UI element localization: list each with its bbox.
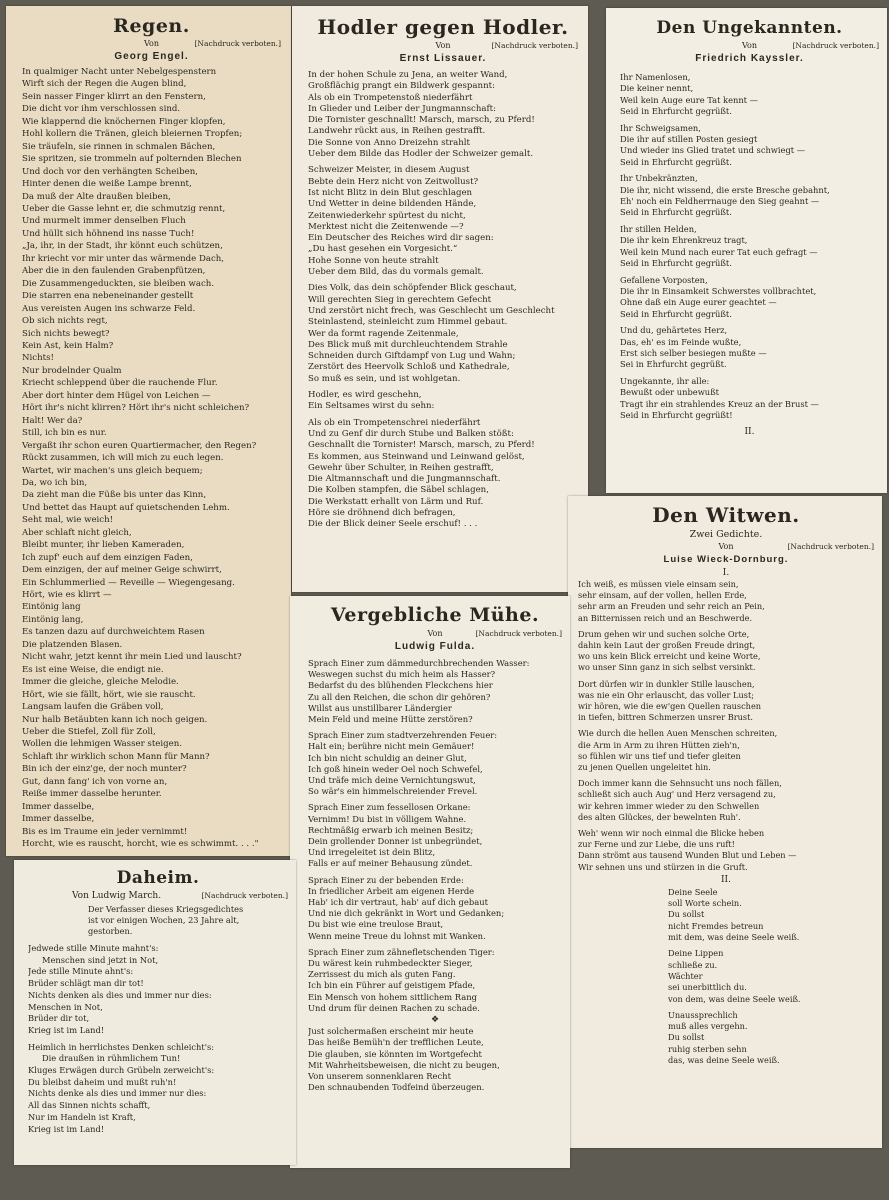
poem-line: muß alles vergehn.: [668, 1021, 748, 1032]
poem-line: Und du, gehärtetes Herz,: [620, 325, 728, 336]
poem-line: Wir sehnen uns und stürzen in die Gruft.: [578, 861, 748, 872]
poem-line: Hab' ich dir vertraut, hab' auf dich gebaut: [308, 897, 488, 908]
poem-line: Reiße immer dasselbe herunter.: [22, 789, 162, 800]
subtitle-witwen: Zwei Gedichte.: [689, 529, 763, 540]
poem-line: Die ihr auf stillen Posten gesiegt: [620, 134, 758, 145]
poem-line: So wär's ein himmelschreiender Frevel.: [308, 786, 478, 797]
poem-line: Wartet, wir machen's uns gleich bequem;: [22, 465, 203, 476]
poem-line: Ungekannte, ihr alle:: [620, 375, 710, 386]
poem-line: Zeitenwiederkehr spürtest du nicht,: [308, 210, 466, 221]
poem-line: Zu all den Reichen, die schon dir gehören?: [308, 691, 491, 702]
poem-line: Ihr Namenlosen,: [620, 72, 691, 82]
poem-line: Es tanzen dazu auf durchweichtem Rasen: [22, 627, 205, 638]
poem-line: Mein Feld und meine Hütte zerstören?: [308, 714, 473, 725]
poem-line: Aber die in den faulenden Grabenpfützen,: [22, 266, 206, 277]
nachdruck-muehe: [Nachdruck verboten.]: [475, 629, 562, 638]
poem-line: Dem einzigen, der auf meiner Geige schwirrt,: [22, 565, 222, 576]
poem-line: Gewehr über Schulter, in Reihen gestrafft,: [308, 462, 494, 473]
poem-line: Wenn meine Treue du lohnst mit Wanken.: [308, 930, 486, 941]
poem-line: In qualmiger Nacht unter Nebelgespenstern: [22, 67, 217, 77]
poem-line: Wer da formt ragende Zeitenmale,: [308, 328, 459, 339]
poem-line: „Ja, ihr, in der Stadt, ihr könnt euch schützen,: [22, 241, 223, 252]
poem-line: Horcht, wie es rauscht, horcht, wie es schwimmt. . . .": [22, 839, 259, 850]
poem-line: Langsam laufen die Gräben voll,: [22, 702, 164, 713]
nachdruck-regen: [Nachdruck verboten.]: [194, 39, 281, 48]
poem-line: schließt sich auch Aug' und Herz versagend zu,: [578, 789, 776, 800]
poem-line: Steinlastend, steinleicht zum Himmel gebaut.: [308, 317, 508, 328]
poem-line: nicht Fremdes betreun: [668, 920, 764, 931]
poem-line: Immer dasselbe,: [22, 814, 95, 825]
poem-line: Drum gehen wir und suchen solche Orte,: [578, 628, 750, 639]
poem-line: von dem, was deine Seele weiß.: [668, 993, 801, 1004]
poem-line: Nur im Handeln ist Kraft,: [28, 1111, 136, 1122]
poem-ungekannten: [620, 72, 879, 421]
clipping-hodler: [292, 6, 588, 592]
poem-line: sei unerbittlich du.: [668, 982, 747, 993]
poem-line: Eintönig lang,: [22, 614, 84, 625]
poem-line: schließe zu.: [668, 959, 718, 970]
poem-line: Hodler, es wird geschehn,: [308, 390, 422, 401]
poem-line: Ueber die Stiefel, Zoll für Zoll,: [22, 727, 156, 738]
poem-line: Hohe Sonne von heute strahlt: [308, 255, 439, 266]
poem-witwen-2: [668, 887, 874, 1066]
poem-line: Hinter denen die weiße Lampe brennt,: [22, 179, 192, 190]
poem-line: Die Sonne von Anno Dreizehn strahlt: [308, 137, 470, 148]
poem-line: Ein Seltsames wirst du sehn:: [308, 401, 435, 412]
poem-line: Weil kein Auge eure Tat kennt —: [620, 94, 758, 105]
poem-line: Kriecht schleppend über die rauchende Flur.: [22, 378, 218, 389]
poem-line: Du wärest kein ruhmbedeckter Sieger,: [308, 958, 473, 969]
title-vergebliche-muehe: Vergebliche Mühe.: [330, 604, 540, 626]
poem-witwen-1: [578, 579, 874, 873]
poem-line: Just solchermaßen erscheint mir heute: [308, 1026, 474, 1037]
nachdruck-hodler: [Nachdruck verboten.]: [491, 41, 578, 50]
poem-line: Da, wo ich bin,: [22, 477, 88, 488]
poem-line: Still, ich bin es nur.: [22, 428, 107, 439]
poem-line: Dann strömt aus tausend Wunden Blut und Leben —: [578, 850, 797, 861]
author-ungekannten: Friedrich Kayssler.: [695, 53, 804, 64]
poem-line: Ich zupf' euch auf dem einzigen Faden,: [22, 552, 193, 563]
poem-line: Nichts!: [22, 353, 54, 364]
author-regen: Georg Engel.: [114, 51, 189, 62]
poem-line: Von unserem sonnenklaren Recht: [308, 1070, 451, 1081]
poem-line: Die starren ena nebeneinander gestellt: [22, 291, 194, 302]
poem-line: Du bleibst daheim und mußt ruh'n!: [28, 1076, 177, 1087]
nachdruck-ungekannten: [Nachdruck verboten.]: [792, 41, 879, 50]
poem-line: wo uns kein Blick erreicht und keine Worte,: [578, 651, 761, 662]
poem-line: Unaussprechlich: [668, 1009, 738, 1020]
poem-line: Brüder schlägt man dir tot!: [28, 978, 144, 989]
von-ungekannten: Von: [741, 41, 757, 50]
poem-line: Gefallene Vorposten,: [620, 274, 708, 285]
poem-line: Die Werkstatt erhallt von Lärm und Ruf.: [308, 496, 484, 507]
author-muehe: Ludwig Fulda.: [394, 641, 476, 652]
poem-line: Rückt zusammen, ich will mich zu euch legen.: [22, 453, 224, 464]
poem-line: Ob sich nichts regt,: [22, 316, 108, 327]
poem-line: Hört ihr's nicht klirren? Hört ihr's nicht schleichen?: [22, 403, 250, 414]
poem-line: Kluges Erwägen durch Grübeln zerweicht's:: [28, 1065, 215, 1076]
poem-line: wir hören, wie die ew'gen Quellen rauschen: [578, 701, 762, 712]
poem-line: Ueber dem Bild, das du vormals gemalt.: [308, 267, 484, 278]
poem-line: Die Kolben stampfen, die Säbel schlagen,: [308, 485, 489, 496]
poem-line: Ein Deutscher des Reiches wird dir sagen:: [308, 233, 494, 244]
poem-line: Die glauben, sie könnten im Wortgefecht: [308, 1048, 482, 1059]
poem-line: an Bitternissen reich und an Beschwerde.: [578, 612, 753, 623]
poem-line: Krieg ist im Land!: [28, 1123, 105, 1134]
poem-line: In friedlicher Arbeit am eigenen Herde: [308, 885, 475, 896]
poem-line: Sprach Einer zum stadtverzehrenden Feuer:: [308, 730, 498, 741]
poem-line: Wie klappernd die knöchernen Finger klopfen,: [22, 116, 226, 127]
poem-line: Seid in Ehrfurcht gegrüßt.: [620, 308, 732, 319]
poem-line: Du sollst: [668, 1032, 705, 1043]
poem-line: Deine Seele: [668, 886, 718, 897]
poem-line: Hört, wie sie fällt, hört, wie sie rauscht.: [22, 689, 196, 700]
poem-line: was nie ein Ohr erlauscht, das voller Lust;: [578, 689, 755, 700]
poem-line: Die platzenden Blasen.: [22, 639, 123, 650]
poem-line: Es kommen, aus Steinwand und Leinwand gelöst,: [308, 451, 525, 462]
poem-line: Falls er auf meiner Behausung zündet.: [308, 858, 473, 869]
poem-line: Und hüllt sich höhnend ins nasse Tuch!: [22, 228, 195, 239]
poem-line: Den schnaubenden Todfeind überzeugen.: [308, 1082, 485, 1093]
poem-line: Mit Wahrheitsbeweisen, die nicht zu beugen,: [308, 1059, 500, 1070]
poem-line: Immer dasselbe,: [22, 801, 95, 812]
poem-line: Ich weiß, es müssen viele einsam sein,: [578, 579, 739, 589]
clipping-regen: [6, 6, 291, 856]
poem-line: Seid in Ehrfurcht gegrüßt.: [620, 106, 732, 117]
poem-line: Die ihr, nicht wissend, die erste Bresche gebahnt,: [620, 184, 830, 195]
poem-line: Bebte dein Herz nicht von Zeitwollust?: [308, 176, 479, 187]
title-witwen: Den Witwen.: [652, 503, 800, 527]
poem-line: Und träfe mich deine Vernichtungswut,: [308, 775, 476, 786]
poem-hodler: [308, 70, 578, 531]
poem-line: Menschen sind jetzt in Not,: [42, 954, 159, 965]
von-regen: Von: [143, 39, 159, 48]
poem-line: Und zu Genf dir durch Stube und Balken stößt:: [308, 428, 514, 439]
poem-line: Nicht wahr, jetzt kennt ihr mein Lied und lauscht?: [22, 652, 242, 663]
ornament-star: ❖: [430, 1015, 440, 1026]
poem-line: So muß es sein, und ist wohlgetan.: [308, 373, 461, 384]
von-muehe: Von: [427, 629, 443, 638]
poem-line: Bewußt oder unbewußt: [620, 387, 720, 398]
poem-line: Als ob ein Trompetenschrei niederfährt: [308, 417, 481, 428]
poem-line: Doch immer kann die Sehnsucht uns noch fällen,: [578, 778, 782, 789]
poem-line: Dies Volk, das dein schöpfender Blick geschaut,: [308, 283, 517, 294]
poem-line: Seht mal, wie weich!: [22, 515, 114, 526]
poem-line: Aber schlaft nicht gleich,: [22, 527, 132, 538]
poem-line: Da muß der Alte draußen bleiben,: [22, 191, 171, 202]
poem-line: Halt! Wer da?: [22, 415, 83, 426]
poem-line: Erst sich selber besiegen mußte —: [620, 347, 767, 358]
poem-line: das, was deine Seele weiß.: [668, 1055, 780, 1066]
poem-line: „Du hast gesehen ein Vorgesicht.“: [308, 244, 458, 255]
poem-line: mit dem, was deine Seele weiß.: [668, 932, 800, 943]
clipping-daheim: [14, 860, 296, 1165]
poem-line: dahin kein Laut der großen Freude dringt,: [578, 640, 756, 651]
poem-line: Ein Mensch von hohem sittlichem Rang: [308, 991, 477, 1002]
poem-line: Großflächig prangt ein Bildwerk gespannt:: [308, 81, 495, 92]
poem-line: Nichts denken als dies und immer nur dies:: [28, 989, 212, 1000]
poem-line: Sprach Einer zum fessellosen Orkane:: [308, 802, 471, 813]
poem-line: Und doch vor den verhängten Scheiben,: [22, 166, 198, 177]
poem-line: Da zieht man die Füße bis unter das Kinn,: [22, 490, 207, 501]
poem-line: Ein Schlummerlied — Reveille — Wiegengesang.: [22, 577, 235, 588]
poem-line: Das heiße Bemüh'n der trefflichen Leute,: [308, 1037, 484, 1048]
poem-line: Sie spritzen, sie trommeln auf polternden Blechen: [22, 154, 242, 165]
poem-line: zu jenen Quellen ungeleitet hin.: [578, 762, 711, 773]
title-hodler: Hodler gegen Hodler.: [317, 15, 569, 39]
poem-line: Die dicht vor ihm verschlossen sind.: [22, 104, 181, 115]
author-hodler: Ernst Lissauer.: [399, 53, 487, 64]
poem-line: Des Blick muß mit durchleuchtendem Strahle: [308, 339, 508, 350]
poem-line: Die der Blick deiner Seele erschuf! . . .: [308, 519, 478, 530]
poem-line: wir kehren immer wieder zu den Schwellen: [578, 800, 760, 811]
poem-line: Halt ein; berühre nicht mein Gemäuer!: [308, 741, 475, 752]
poem-line: Heimlich in herrlichstes Denken schleicht's:: [28, 1041, 215, 1052]
von-witwen: Von: [718, 542, 734, 551]
author-witwen: Luise Wieck-Dornburg.: [663, 554, 789, 565]
poem-line: sehr einsam, auf der vollen, hellen Erde,: [578, 590, 747, 601]
poem-line: Dort dürfen wir in dunkler Stille lauschen,: [578, 678, 755, 689]
poem-line: Aus vereisten Augen ins schwarze Feld.: [22, 303, 196, 314]
note-daheim: Der Verfasser dieses Kriegsgedichtes ist vor einigen Wochen, 23 Jahre alt, gestorben.: [88, 904, 244, 936]
poem-line: Wirft sich der Regen die Augen blind,: [22, 79, 187, 90]
poem-line: Ueber die Gasse lehnt er, die schmutzig rennt,: [22, 203, 226, 214]
poem-line: Jede stille Minute ahnt's:: [28, 966, 134, 977]
poem-line: sehr arm an Freuden und sehr reich an Pein,: [578, 601, 765, 612]
poem-line: Weswegen suchst du mich heim als Hasser?: [308, 669, 496, 680]
poem-line: Sprach Einer zum dämmedurchbrechenden Wasser:: [308, 658, 530, 668]
poem-line: Wächter: [668, 970, 703, 981]
poem-line: Höre sie dröhnend dich befragen,: [308, 507, 456, 518]
poem-line: Ich goß hinein weder Oel noch Schwefel,: [308, 763, 483, 774]
poem-muehe-ending: [308, 1026, 562, 1093]
poem-line: zur Ferne und zur Liebe, die uns ruft!: [578, 839, 735, 850]
poem-line: Du bist wie eine treulose Braut,: [308, 919, 444, 930]
poem-line: Sein nasser Finger klirrt an den Fenstern,: [22, 91, 206, 102]
poem-line: Schweizer Meister, in diesem August: [308, 165, 470, 176]
poem-line: Sprach Einer zu der bebenden Erde:: [308, 874, 464, 885]
nachdruck-witwen: [Nachdruck verboten.]: [787, 542, 874, 551]
part-i: I.: [722, 568, 730, 578]
von-hodler: Von: [435, 41, 451, 50]
poem-line: Immer die gleiche, gleiche Melodie.: [22, 677, 179, 688]
poem-line: Als ob ein Trompetenstoß niederfährt: [308, 92, 473, 103]
poem-line: Die keiner nennt,: [620, 83, 694, 94]
poem-line: Nur brodelnder Qualm: [22, 365, 122, 376]
poem-line: Wie durch die hellen Auen Menschen schreiten,: [578, 728, 778, 739]
poem-line: Ohne daß ein Auge eurer geachtet —: [620, 297, 777, 308]
poem-line: Will gerechten Sieg in gerechtem Gefecht: [308, 294, 492, 305]
clipping-witwen: [568, 496, 882, 1148]
title-ungekannten: Den Ungekannten.: [656, 18, 843, 38]
poem-line: Die Zusammengeduckten, sie bleiben wach.: [22, 278, 215, 289]
title-regen: Regen.: [113, 15, 190, 37]
poem-line: Die Tornister geschnallt! Marsch, marsch, zu Pferd!: [308, 115, 535, 126]
poem-line: Die Altmannschaft und die Jungmannschaft.: [308, 474, 501, 485]
poem-line: Eh' noch ein Feldherrnauge den Sieg geahnt —: [620, 196, 820, 207]
poem-line: Ihr Unbekränzten,: [620, 173, 698, 184]
part-ii: II.: [721, 874, 731, 885]
poem-line: All das Sinnen nichts schafft,: [28, 1100, 151, 1111]
poem-line: Vergaßt ihr schon euren Quartiermacher, den Regen?: [22, 440, 257, 451]
poem-line: Seid in Ehrfurcht gegrüßt.: [620, 258, 732, 269]
poem-line: Sprach Einer zum zähnefletschenden Tiger:: [308, 946, 495, 957]
poem-line: Und zerstört nicht frech, was Geschlecht um Geschlecht: [308, 305, 555, 316]
poem-line: Und nie dich gekränkt in Wort und Gedanken;: [308, 908, 505, 919]
poem-line: Die draußen in rühmlichem Tun!: [42, 1053, 181, 1064]
poem-line: Ueber dem Bilde das Hodler der Schweizer gemalt.: [308, 149, 534, 160]
poem-line: Ihr stillen Helden,: [620, 223, 697, 234]
numeral-ii-top: II.: [744, 427, 755, 438]
poem-line: die Arm in Arm zu ihren Hütten zieh'n,: [578, 739, 740, 750]
poem-line: Du sollst: [668, 909, 705, 920]
poem-line: Weil kein Mund nach eurer Tat euch gefragt —: [620, 246, 818, 257]
poem-line: Seid in Ehrfurcht gegrüßt!: [620, 409, 733, 420]
poem-line: Zerstört des Heervolk Schloß und Kathedrale,: [308, 362, 510, 373]
poem-line: Bleibt munter, ihr lieben Kameraden,: [22, 540, 185, 551]
poem-line: Und bettet das Haupt auf quietschenden Lehm.: [22, 502, 230, 513]
poem-line: Es ist eine Weise, die endigt nie.: [22, 664, 164, 675]
poem-line: Bin ich der einz'ge, der noch munter?: [22, 764, 187, 775]
poem-line: Und drum für deinen Rachen zu schade.: [308, 1002, 480, 1013]
poem-line: Gut, dann fang' ich von vorne an,: [22, 776, 168, 787]
poem-line: Bis es im Traume ein jeder vernimmt!: [22, 826, 188, 837]
poem-daheim: [28, 943, 288, 1135]
poem-line: Wollen die lehmigen Wasser steigen.: [22, 739, 182, 750]
poem-line: Menschen in Not,: [28, 1001, 103, 1012]
nachdruck-daheim: [Nachdruck verboten.]: [201, 891, 288, 900]
poem-muehe: [308, 658, 562, 1014]
poem-line: Schneiden durch Giftdampf von Lug und Wahn;: [308, 351, 516, 362]
poem-line: Die ihr kein Ehrenkreuz tragt,: [620, 235, 748, 246]
poem-line: so fühlen wir uns tief und tiefer gleiten: [578, 750, 741, 761]
poem-line: Vernimm! Du bist in völligem Wahne.: [308, 813, 467, 824]
poem-line: Deine Lippen: [668, 948, 724, 959]
poem-line: Ich bin ein Führer auf geistigem Pfade,: [308, 980, 476, 991]
poem-line: Sei in Ehrfurcht gegrüßt.: [620, 359, 727, 370]
poem-line: Brüder dir tot,: [28, 1013, 90, 1024]
poem-line: Kein Ast, kein Halm?: [22, 340, 114, 351]
clipping-ungekannten: [606, 8, 887, 493]
title-daheim: Daheim.: [116, 868, 200, 888]
poem-line: Krieg ist im Land!: [28, 1024, 105, 1035]
poem-line: Und Wetter in deine bildenden Hände,: [308, 199, 477, 210]
poem-line: Ihr kriecht vor mir unter das wärmende Dach,: [22, 253, 225, 264]
poem-line: Sich nichts bewegt?: [22, 328, 110, 339]
poem-line: Tragt ihr ein strahlendes Kreuz an der Brust —: [620, 398, 819, 409]
poem-line: Willst aus unstillbarer Ländergier: [308, 702, 452, 713]
poem-line: In Glieder und Leiber der Jungmannschaft:: [308, 103, 497, 114]
poem-line: Eintönig lang: [22, 602, 81, 613]
byline-daheim: Von Ludwig March.: [72, 891, 162, 901]
poem-line: Das, eh' es im Feinde wußte,: [620, 336, 742, 347]
poem-line: Landwehr rückt aus, in Reihen gestrafft.: [308, 126, 486, 137]
poem-line: Zerrissest du mich als guten Fang.: [308, 969, 456, 980]
poem-line: Bedarfst du des blühenden Fleckchens hier: [308, 680, 493, 691]
poem-line: ruhig sterben sehn: [668, 1043, 747, 1054]
poem-line: Rechtmäßig erwarb ich meinen Besitz;: [308, 824, 474, 835]
poem-line: Schlaft ihr wirklich schon Mann für Mann?: [22, 751, 210, 762]
poem-line: In der hohen Schule zu Jena, an weiter Wand,: [308, 70, 508, 80]
poem-line: Nichts denke als dies und immer nur dies:: [28, 1088, 207, 1099]
poem-line: Seid in Ehrfurcht gegrüßt.: [620, 207, 732, 218]
poem-line: Hohl kollern die Tränen, gleich bleiernen Tropfen;: [22, 129, 243, 140]
poem-line: Geschnallt die Tornister! Marsch, marsch, zu Pferd!: [308, 440, 535, 451]
poem-line: Merktest nicht die Zeitenwende —?: [308, 221, 464, 232]
poem-line: Ich bin nicht schuldig an deiner Glut,: [308, 752, 467, 763]
poem-line: Jedwede stille Minute mahnt's:: [28, 943, 159, 953]
poem-regen: [22, 66, 281, 851]
poem-line: wo unser Sinn ganz in sich selbst versinkt.: [578, 662, 756, 673]
poem-line: Hört, wie es klirrt —: [22, 590, 112, 601]
poem-line: Seid in Ehrfurcht gegrüßt.: [620, 156, 732, 167]
poem-line: Aber dort hinter dem Hügel von Leichen —: [22, 390, 211, 401]
poem-line: Dein grollender Donner ist unbegründet,: [308, 836, 483, 847]
poem-line: Ist nicht Blitz in dein Blut geschlagen: [308, 187, 473, 198]
poem-line: Ihr Schweigsamen,: [620, 122, 701, 133]
poem-line: soll Worte schein.: [668, 898, 742, 909]
poem-line: in tiefen, bittren Schmerzen unsrer Brust.: [578, 712, 754, 723]
poem-line: Nur halb Betäubten kann ich noch geigen.: [22, 714, 208, 725]
poem-line: Und irregeleitet ist dein Blitz,: [308, 847, 436, 858]
poem-line: Und wieder ins Glied tratet und schwiegt —: [620, 145, 806, 156]
poem-line: Sie träufeln, sie rinnen in schmalen Bächen,: [22, 141, 216, 152]
poem-line: Und murmelt immer denselben Fluch: [22, 216, 186, 227]
poem-line: Die ihr in Einsamkeit Schwerstes vollbrachtet,: [620, 285, 817, 296]
poem-line: Weh' wenn wir noch einmal die Blicke heben: [578, 828, 765, 839]
clipping-vergebliche-muehe: [290, 596, 570, 1168]
poem-line: des alten Glückes, der bewelnten Ruh'.: [578, 811, 741, 822]
